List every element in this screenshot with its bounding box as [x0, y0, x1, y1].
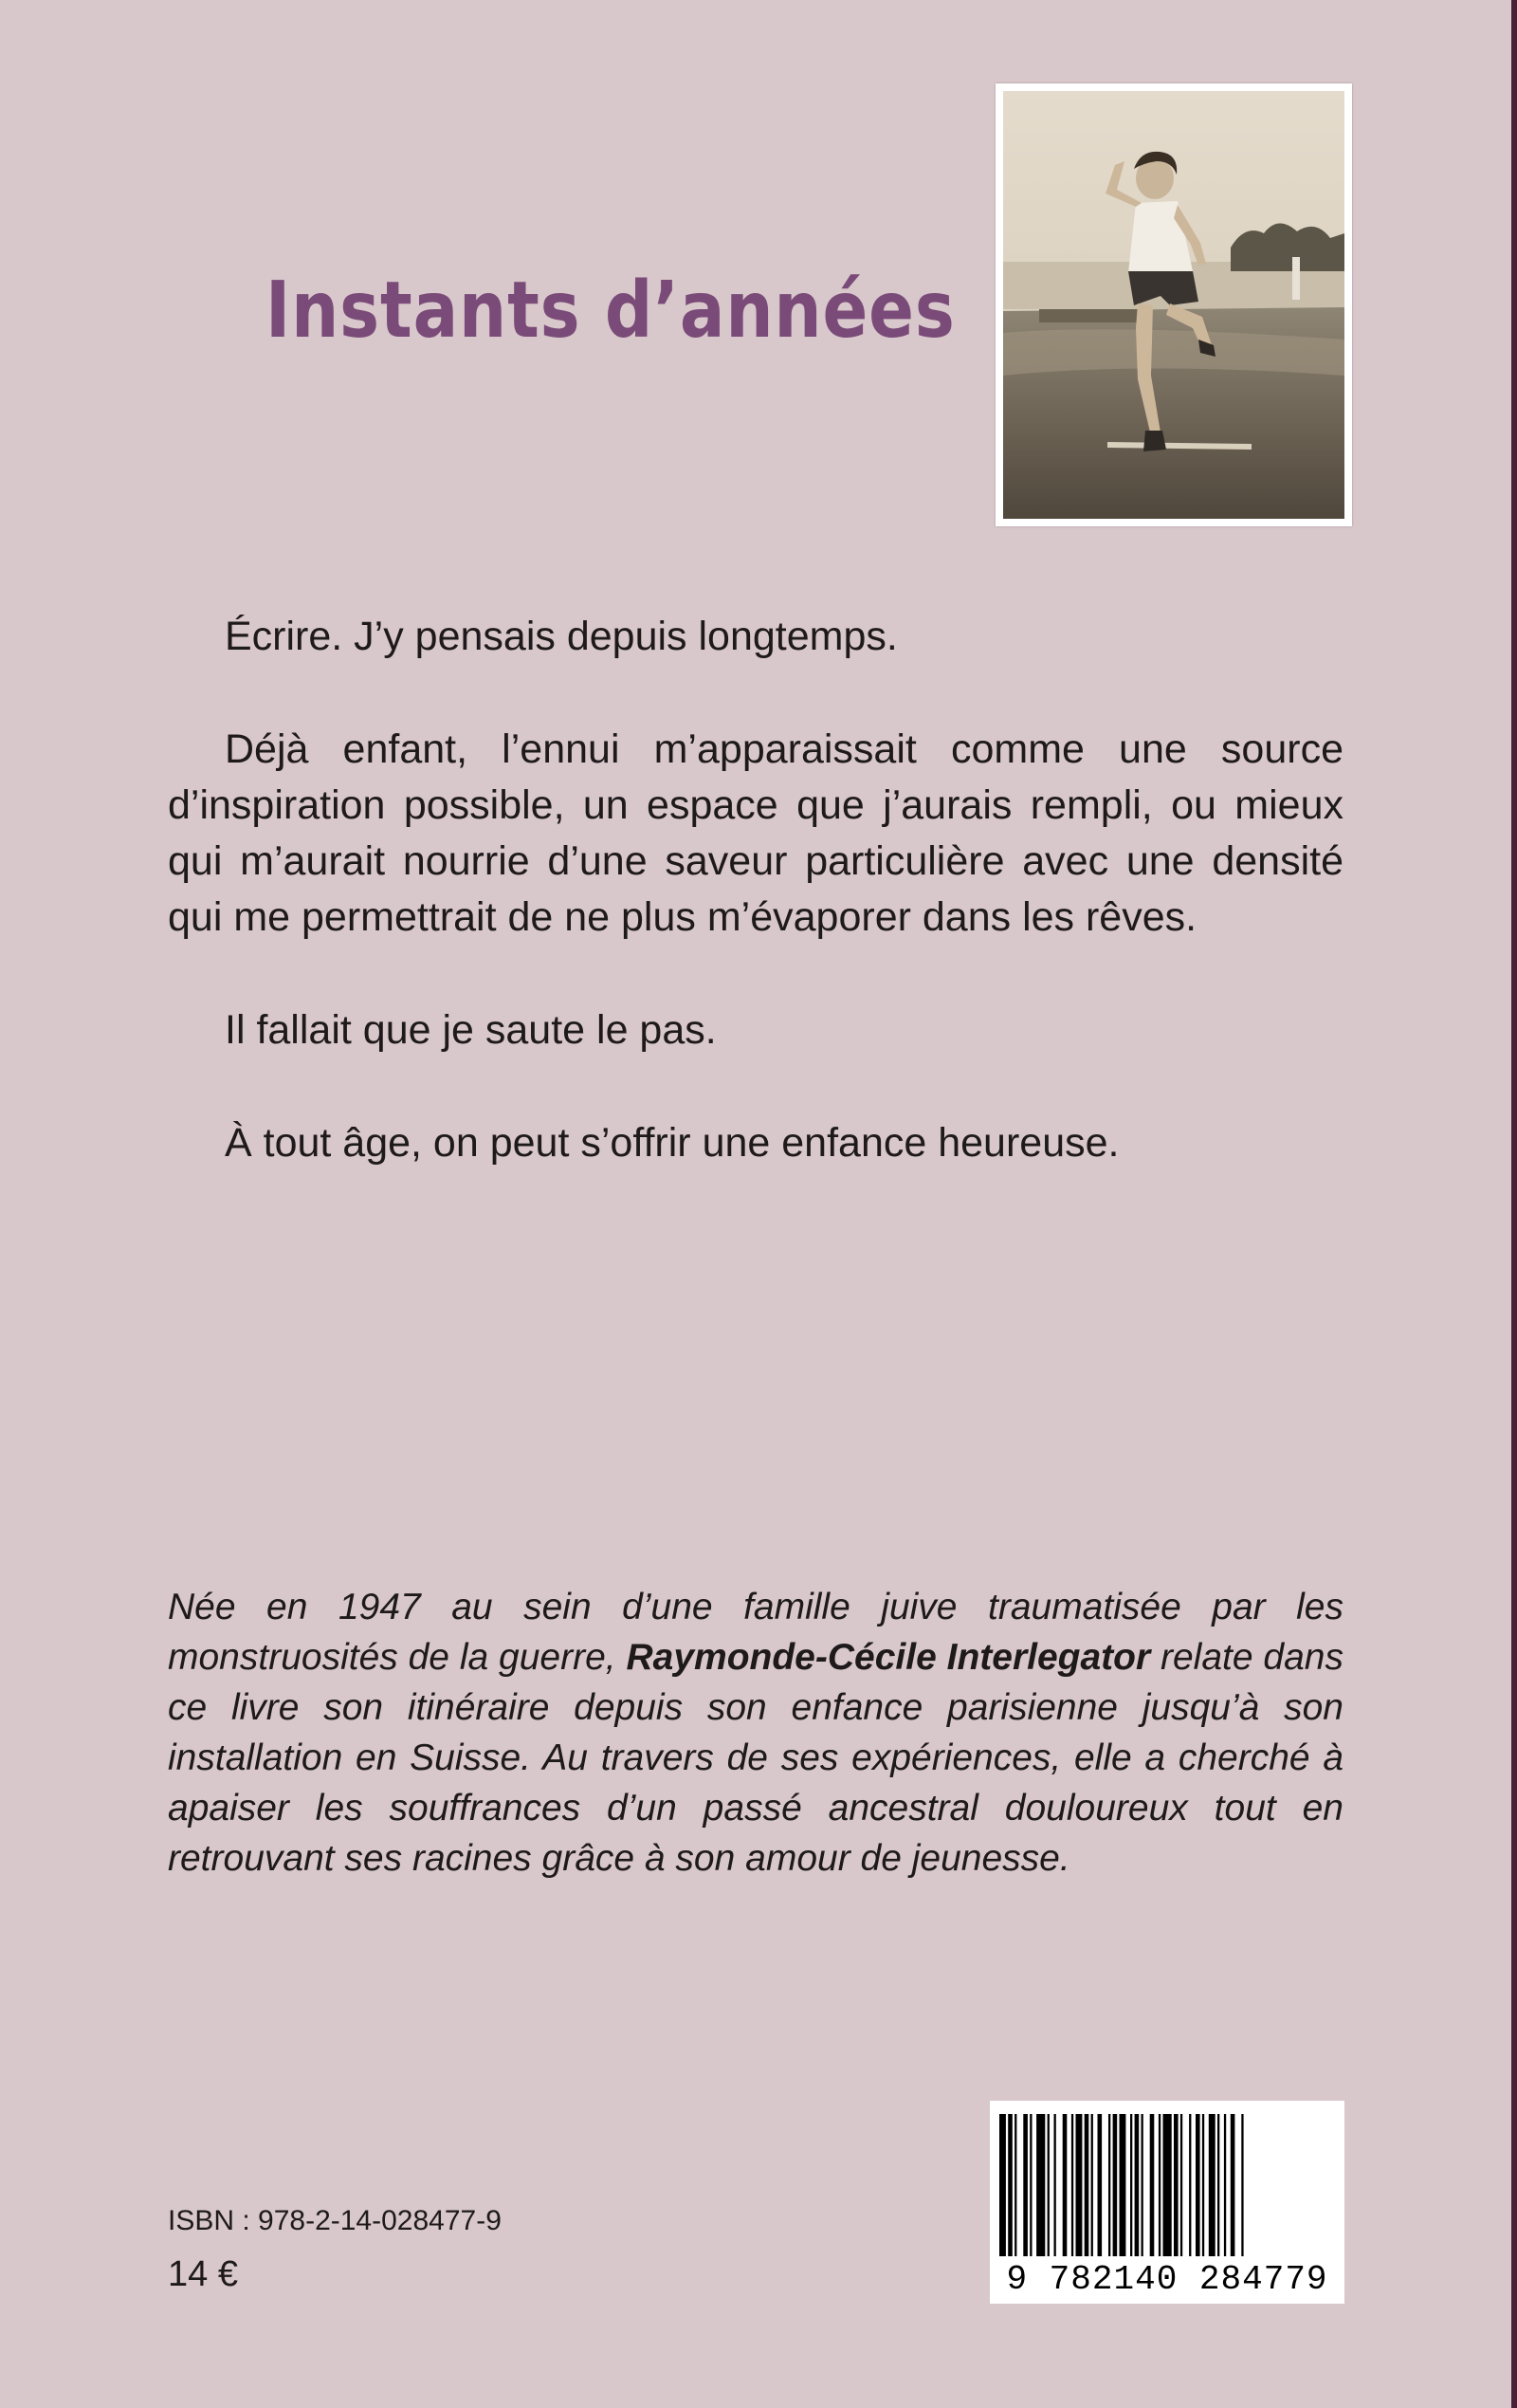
blurb — [168, 609, 1343, 1228]
blurb-paragraph: À tout âge, on peut s’offrir une enfance heureuse. — [225, 1120, 1120, 1166]
barcode-bar — [1036, 2114, 1045, 2256]
barcode-bar — [1180, 2114, 1182, 2256]
barcode-digits: 9 782140 284779 — [1006, 2260, 1328, 2299]
barcode-bar — [1202, 2114, 1204, 2256]
barcode-bar — [1108, 2114, 1110, 2256]
cover-photo — [996, 83, 1352, 526]
spine-edge — [1511, 0, 1517, 2408]
barcode-bar — [1189, 2114, 1191, 2256]
barcode-bar — [1054, 2114, 1056, 2256]
barcode-bar — [1159, 2114, 1161, 2256]
barcode-bar — [1023, 2114, 1028, 2256]
barcode-bar — [1048, 2114, 1050, 2256]
barcode-bar — [1196, 2114, 1200, 2256]
barcode-bar — [1014, 2114, 1016, 2256]
price: 14 € — [168, 2254, 238, 2294]
barcode-bar — [1163, 2114, 1172, 2256]
bio-text-end: relate dans ce livre son itinéraire depuis son enfance parisienne jusqu’à son installation en Suisse. Au travers de ses expériences, elle a cherché à apaiser les souffrances d’un passé ancestral douloureux tout en retrouvant ses racines grâce à son amour de jeunesse. — [168, 1637, 1343, 1879]
barcode-bar — [1217, 2114, 1219, 2256]
barcode-bar — [1098, 2114, 1103, 2256]
barcode-bar — [1030, 2114, 1032, 2256]
barcode-bar — [1135, 2114, 1140, 2256]
barcode-bar — [1091, 2114, 1093, 2256]
barcode-bar — [1071, 2114, 1073, 2256]
barcode-bar — [999, 2114, 1006, 2256]
barcode-bar — [1150, 2114, 1155, 2256]
author-name: Raymonde-Cécile Interlegator — [626, 1637, 1151, 1678]
barcode-bar — [1174, 2114, 1179, 2256]
blurb-paragraph: Il fallait que je saute le pas. — [225, 1007, 717, 1053]
isbn: ISBN : 978-2-14-028477-9 — [168, 2205, 502, 2236]
author-bio — [168, 1582, 1343, 1884]
barcode-bar — [1120, 2114, 1126, 2256]
blurb-paragraph: Déjà enfant, l’ennui m’apparaissait comme une source d’inspiration possible, un espace que j’aurais rempli, ou mieux qui m’aurait nourrie d’une saveur particulière avec une densité qui me permettrait de ne plus m’évaporer dans les rêves. — [168, 726, 1343, 940]
barcode-bar — [1085, 2114, 1089, 2256]
barcode-bar — [1130, 2114, 1132, 2256]
barcode-bar — [1063, 2114, 1068, 2256]
blurb-paragraph: Écrire. J’y pensais depuis longtemps. — [225, 614, 898, 659]
photo-image — [1003, 91, 1344, 519]
barcode-bar — [1142, 2114, 1143, 2256]
barcode-bar — [1231, 2114, 1235, 2256]
barcode-bar — [1209, 2114, 1215, 2256]
bio-text-start: Née en 1947 au sein d’une famille juive traumatisée par les monstruosités de la guerre, — [168, 1587, 1343, 1678]
book-title: Instants d’années — [265, 266, 956, 356]
barcode-bar — [1076, 2114, 1083, 2256]
barcode-bar — [1224, 2114, 1226, 2256]
barcode-bar — [1008, 2114, 1013, 2256]
barcode — [990, 2101, 1344, 2304]
barcode-bar — [1241, 2114, 1243, 2256]
barcode-bar — [1113, 2114, 1118, 2256]
